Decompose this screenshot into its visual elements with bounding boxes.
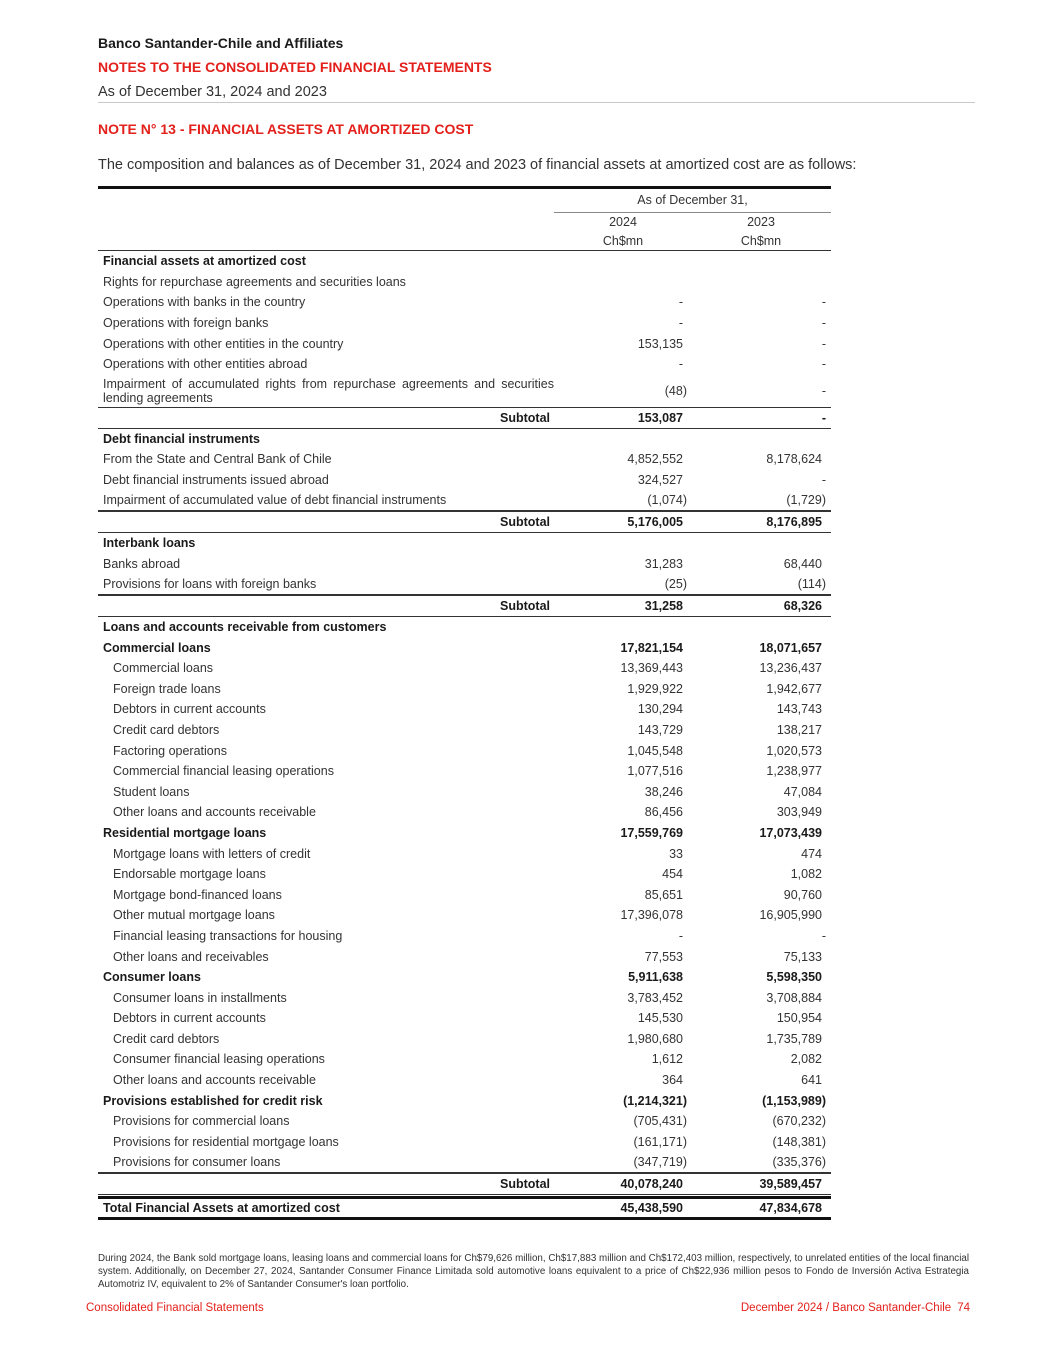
value-2023: 13,236,437 <box>759 661 822 676</box>
value-2024: 1,929,922 <box>627 681 683 696</box>
row-label: Subtotal <box>500 410 550 425</box>
value-2023: 2,082 <box>790 1052 822 1067</box>
table-row <box>98 679 831 700</box>
row-label: Credit card debtors <box>113 1031 220 1046</box>
table-row <box>98 699 831 720</box>
row-label: Consumer loans in installments <box>113 990 287 1005</box>
value-2024: 31,258 <box>644 598 683 613</box>
table-row <box>98 720 831 741</box>
row-label: Debt financial instruments <box>103 431 260 446</box>
value-2023: - <box>821 295 826 310</box>
value-2023: 8,178,624 <box>766 452 822 467</box>
value-2023: - <box>821 410 826 425</box>
table-row <box>98 490 831 511</box>
value-2023: 68,326 <box>783 598 822 613</box>
row-label: Mortgage loans with letters of credit <box>113 846 311 861</box>
value-2024: (25) <box>664 576 687 591</box>
value-2023: 641 <box>801 1073 822 1088</box>
row-label-text: Impairment of accumulated rights from repurchase agreements and securities lending agreements <box>103 376 554 405</box>
note-intro: The composition and balances as of December 31, 2024 and 2023 of financial assets at amortized cost are as follows: <box>98 157 857 173</box>
value-2024: 45,438,590 <box>620 1200 683 1215</box>
value-2024: 17,821,154 <box>620 640 683 655</box>
row-label: Subtotal <box>500 598 550 613</box>
row-label: Rights for repurchase agreements and securities loans <box>103 274 406 289</box>
value-2023: (1,153,989) <box>762 1093 826 1108</box>
table-row <box>98 884 831 905</box>
subtotal-row <box>98 1173 831 1195</box>
value-2024: 1,612 <box>651 1052 683 1067</box>
value-2024: 130,294 <box>637 702 683 717</box>
financial-assets-table <box>98 186 831 1220</box>
row-label: Other loans and accounts receivable <box>113 1073 316 1088</box>
value-2024: 17,396,078 <box>620 908 683 923</box>
value-2024: 77,553 <box>644 949 683 964</box>
row-label: Impairment of accumulated value of debt financial instruments <box>103 493 447 508</box>
table-row <box>98 946 831 967</box>
value-2023: (335,376) <box>772 1154 826 1169</box>
row-label: Endorsable mortgage loans <box>113 867 266 882</box>
table-row <box>98 251 831 272</box>
value-2024: - <box>678 295 683 310</box>
table-row <box>98 1049 831 1070</box>
table-row <box>98 1090 831 1111</box>
table-row <box>98 272 831 293</box>
value-2023: 1,942,677 <box>766 681 822 696</box>
row-label: Mortgage bond-financed loans <box>113 887 282 902</box>
value-2023: 1,020,573 <box>766 743 822 758</box>
row-label: Total Financial Assets at amortized cost <box>103 1200 340 1215</box>
subtotal-row <box>98 595 831 617</box>
unit-2024-header: Ch$mn <box>602 234 644 248</box>
value-2024: (1,214,321) <box>623 1093 687 1108</box>
value-2024: 143,729 <box>637 722 683 737</box>
unit-2023-header: Ch$mn <box>740 234 782 248</box>
row-label: Subtotal <box>500 514 550 529</box>
table-row <box>98 637 831 658</box>
table-row <box>98 802 831 823</box>
row-label: Operations with other entities in the country <box>103 336 344 351</box>
value-2023: 3,708,884 <box>766 990 822 1005</box>
row-label: Subtotal <box>500 1176 550 1191</box>
row-label: Provisions for commercial loans <box>113 1114 290 1129</box>
footer-right-text: December 2024 / Banco Santander-Chile <box>740 1302 952 1314</box>
table-row <box>98 926 831 947</box>
value-2023: 5,598,350 <box>766 970 822 985</box>
table-row <box>98 658 831 679</box>
value-2023: 303,949 <box>776 805 822 820</box>
row-label: Financial leasing transactions for housing <box>113 928 343 943</box>
table-row <box>98 1008 831 1029</box>
table-row <box>98 449 831 470</box>
value-2023: (1,729) <box>786 493 826 508</box>
value-2023: 143,743 <box>776 702 822 717</box>
row-label: Commercial financial leasing operations <box>113 764 334 779</box>
value-2023: 474 <box>801 846 822 861</box>
footer-left: Consolidated Financial Statements <box>86 1302 264 1314</box>
value-2024: 3,783,452 <box>627 990 683 1005</box>
value-2024: 33 <box>669 846 683 861</box>
table-row <box>98 617 831 638</box>
row-label: Credit card debtors <box>113 722 220 737</box>
row-label: Other loans and accounts receivable <box>113 805 316 820</box>
table-row <box>98 761 831 782</box>
value-2024: (705,431) <box>633 1114 687 1129</box>
value-2024: 5,911,638 <box>628 970 683 985</box>
value-2023: (148,381) <box>772 1134 826 1149</box>
row-label: Consumer loans <box>103 970 201 985</box>
value-2024: 364 <box>662 1073 683 1088</box>
value-2023: 16,905,990 <box>759 908 822 923</box>
header-divider <box>98 102 975 103</box>
table-row <box>98 1152 831 1173</box>
value-2024: 4,852,552 <box>627 452 683 467</box>
footer-right <box>741 1302 970 1314</box>
value-2023: 138,217 <box>776 722 822 737</box>
value-2023: 17,073,439 <box>759 825 822 840</box>
table-row <box>98 554 831 575</box>
row-label: Debtors in current accounts <box>113 702 266 717</box>
value-2023: 75,133 <box>783 949 822 964</box>
row-label: Debt financial instruments issued abroad <box>103 473 329 488</box>
value-2023: 39,589,457 <box>759 1176 822 1191</box>
table-row <box>98 470 831 491</box>
value-2023: (670,232) <box>772 1114 826 1129</box>
subtotal-row <box>98 511 831 533</box>
table-row <box>98 333 831 354</box>
value-2024: (48) <box>664 383 687 398</box>
row-label: Operations with other entities abroad <box>103 357 308 372</box>
row-label: Commercial loans <box>113 661 214 676</box>
row-label: Loans and accounts receivable from customers <box>103 620 387 635</box>
table-row <box>98 781 831 802</box>
value-2023: - <box>821 473 826 488</box>
row-label: Consumer financial leasing operations <box>113 1052 325 1067</box>
as-of-header: As of December 31, <box>637 193 748 207</box>
table-row <box>98 574 831 595</box>
value-2023: - <box>821 357 826 372</box>
row-label: Provisions for consumer loans <box>113 1154 281 1169</box>
table-row <box>98 375 831 407</box>
value-2024: 153,087 <box>637 410 683 425</box>
value-2023: 8,176,895 <box>766 514 822 529</box>
table-row <box>98 1070 831 1091</box>
row-label <box>98 377 554 405</box>
row-label: Operations with banks in the country <box>103 295 306 310</box>
value-2024: 1,045,548 <box>627 743 683 758</box>
value-2023: 1,238,977 <box>766 764 822 779</box>
company-name: Banco Santander-Chile and Affiliates <box>98 35 344 51</box>
row-label: Financial assets at amortized cost <box>103 254 306 269</box>
subtotal-row <box>98 407 831 429</box>
value-2024: 1,980,680 <box>627 1031 683 1046</box>
section-title: NOTES TO THE CONSOLIDATED FINANCIAL STATEMENTS <box>98 59 492 75</box>
table-row <box>98 354 831 375</box>
value-2024: - <box>678 357 683 372</box>
table-row <box>98 987 831 1008</box>
year-2023-header: 2023 <box>747 215 775 229</box>
value-2023: 90,760 <box>783 887 822 902</box>
table-row <box>98 533 831 554</box>
table-row <box>98 313 831 334</box>
value-2023: - <box>821 336 826 351</box>
value-2023: 1,082 <box>790 867 822 882</box>
year-2024-header: 2024 <box>609 215 637 229</box>
as-of-underline <box>554 212 831 213</box>
value-2024: 153,135 <box>637 336 683 351</box>
table-row <box>98 429 831 450</box>
table-row <box>98 864 831 885</box>
value-2024: 85,651 <box>644 887 683 902</box>
row-label: Provisions for residential mortgage loans <box>113 1134 339 1149</box>
row-label: Banks abroad <box>103 556 181 571</box>
table-row <box>98 1132 831 1153</box>
value-2024: (161,171) <box>633 1134 687 1149</box>
row-label: Debtors in current accounts <box>113 1011 266 1026</box>
value-2024: 40,078,240 <box>620 1176 683 1191</box>
row-label: Operations with foreign banks <box>103 316 269 331</box>
value-2024: - <box>678 316 683 331</box>
table-row <box>98 843 831 864</box>
value-2024: 145,530 <box>637 1011 683 1026</box>
table-row <box>98 1111 831 1132</box>
footnote: During 2024, the Bank sold mortgage loans, leasing loans and commercial loans for Ch$79,626 million, Ch$17,883 million and Ch$172,403 million, respectively, to unrelated entities of the local financial system. Additionally, on December 27, 2024, Santander Consumer Finance Limitada sold automotive loans equivalent to a price of Ch$22,936 million pesos to Fondo de Inversión Activa Estrategia Automotriz IV, equivalent to 2% of Santander Consumer's loan portfolio. <box>98 1253 969 1290</box>
value-2024: 324,527 <box>637 473 683 488</box>
row-label: Other mutual mortgage loans <box>113 908 275 923</box>
row-label: Provisions established for credit risk <box>103 1093 323 1108</box>
table-row <box>98 292 831 313</box>
value-2023: 47,834,678 <box>759 1200 822 1215</box>
value-2023: - <box>821 316 826 331</box>
value-2024: - <box>678 928 683 943</box>
note-title: NOTE N° 13 - FINANCIAL ASSETS AT AMORTIZED COST <box>98 121 474 137</box>
total-row <box>98 1196 831 1220</box>
value-2023: 150,954 <box>776 1011 822 1026</box>
table-row <box>98 1029 831 1050</box>
value-2023: - <box>821 383 826 398</box>
value-2023: 18,071,657 <box>759 640 822 655</box>
row-label: Factoring operations <box>113 743 227 758</box>
value-2024: (1,074) <box>647 493 687 508</box>
row-label: Residential mortgage loans <box>103 825 267 840</box>
value-2024: 38,246 <box>644 784 683 799</box>
value-2024: 454 <box>662 867 683 882</box>
value-2024: 1,077,516 <box>627 764 683 779</box>
value-2023: - <box>821 928 826 943</box>
row-label: Student loans <box>113 784 190 799</box>
period-subtitle: As of December 31, 2024 and 2023 <box>98 84 327 100</box>
value-2024: (347,719) <box>633 1154 687 1169</box>
value-2024: 5,176,005 <box>627 514 683 529</box>
value-2023: 68,440 <box>783 556 822 571</box>
row-label: Interbank loans <box>103 536 196 551</box>
table-row <box>98 740 831 761</box>
value-2024: 31,283 <box>644 556 683 571</box>
row-label: Commercial loans <box>103 640 211 655</box>
table-row <box>98 905 831 926</box>
value-2023: 1,735,789 <box>766 1031 822 1046</box>
row-label: From the State and Central Bank of Chile <box>103 452 332 467</box>
table-column-header <box>98 189 831 251</box>
value-2024: 17,559,769 <box>620 825 683 840</box>
value-2023: 47,084 <box>783 784 822 799</box>
value-2024: 86,456 <box>644 805 683 820</box>
row-label: Foreign trade loans <box>113 681 221 696</box>
page-number: 74 <box>957 1302 970 1314</box>
table-row <box>98 823 831 844</box>
table-row <box>98 967 831 988</box>
value-2023: (114) <box>797 576 826 591</box>
row-label: Provisions for loans with foreign banks <box>103 576 317 591</box>
value-2024: 13,369,443 <box>620 661 683 676</box>
row-label: Other loans and receivables <box>113 949 269 964</box>
